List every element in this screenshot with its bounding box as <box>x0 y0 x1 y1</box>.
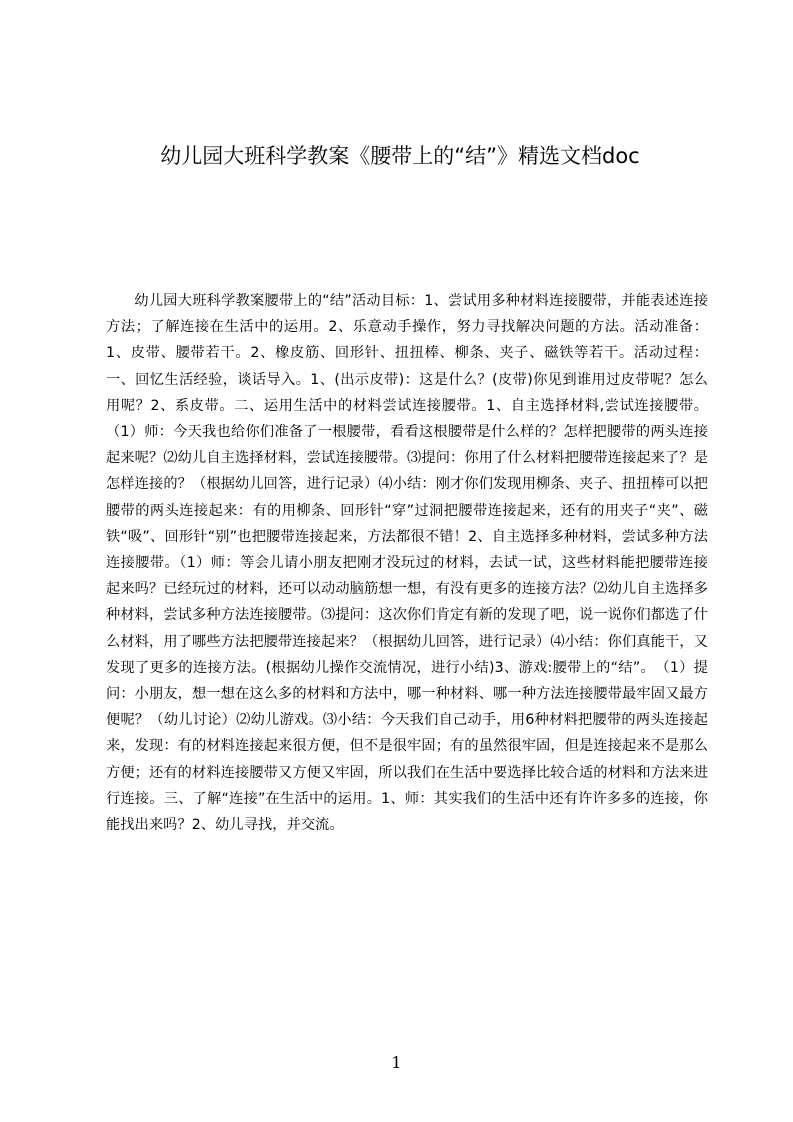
page-number: 1 <box>391 1053 402 1072</box>
document-title: 幼儿园大班科学教案《腰带上的“结”》精选文档doc <box>160 144 640 168</box>
document-body-paragraph: 幼儿园大班科学教案腰带上的“结”活动目标：1、尝试用多种材料连接腰带，并能表述连接方法；了解连接在生活中的运用。2、乐意动手操作，努力寻找解决问题的方法。活动准备：1、皮带、腰带若干。2、橡皮筋、回形针、扭扭棒、柳条、夹子、磁铁等若干。活动过程：一、回忆生活经验，谈话导入。1、(出示皮带)：这是什么？(皮带)你见到谁用过皮带呢？怎么用呢？2、系皮带。二、运用生活中的材料尝试连接腰带。1、自主选择材料,尝试连接腰带。（1）师：今天我也给你们准备了一根腰带，看看这根腰带是什么样的？怎样把腰带的两头连接起来呢？⑵幼儿自主选择材料，尝试连接腰带。⑶提问：你用了什么材料把腰带连接起来了？是怎样连接的？（根据幼儿回答，进行记录）⑷小结：刚才你们发现用柳条、夹子、扭扭棒可以把腰带的两头连接起来：有的用柳条、回形针“穿”过洞把腰带连接起来，还有的用夹子“夹”、磁铁“吸”、回形针“别”也把腰带连接起来，方法都很不错！2、自主选择多种材料，尝试多种方法连接腰带。（1）师：等会儿请小朋友把刚才没玩过的材料，去试一试，这些材料能把腰带连接起来吗？已经玩过的材料，还可以动动脑筋想一想，有没有更多的连接方法？⑵幼儿自主选择多种材料，尝试多种方法连接腰带。⑶提问：这次你们肯定有新的发现了吧，说一说你们都选了什么材料，用了哪些方法把腰带连接起来？（根据幼儿回答，进行记录）⑷小结：你们真能干，又发现了更多的连接方法。(根据幼儿操作交流情况，进行小结)3、游戏:腰带上的“结”。 （1）提问：小朋友，想一想在这么多的材料和方法中，哪一种材料、哪一种方法连接腰带最牢固又最方便呢？（幼儿讨论）⑵幼儿游戏。⑶小结：今天我们自己动手，用6种材料把腰带的两头连接起来，发现：有的材料连接起来很方便，但不是很牢固；有的虽然很牢固，但是连接起来不是那么方便；还有的材料连接腰带又方便又牢固，所以我们在生活中要选择比较合适的材料和方法来进行连接。三、了解“连接”在生活中的运用。1、师：其实我们的生活中还有许许多多的连接，你能找出来吗？2、幼儿寻找，并交流。 <box>106 293 708 834</box>
